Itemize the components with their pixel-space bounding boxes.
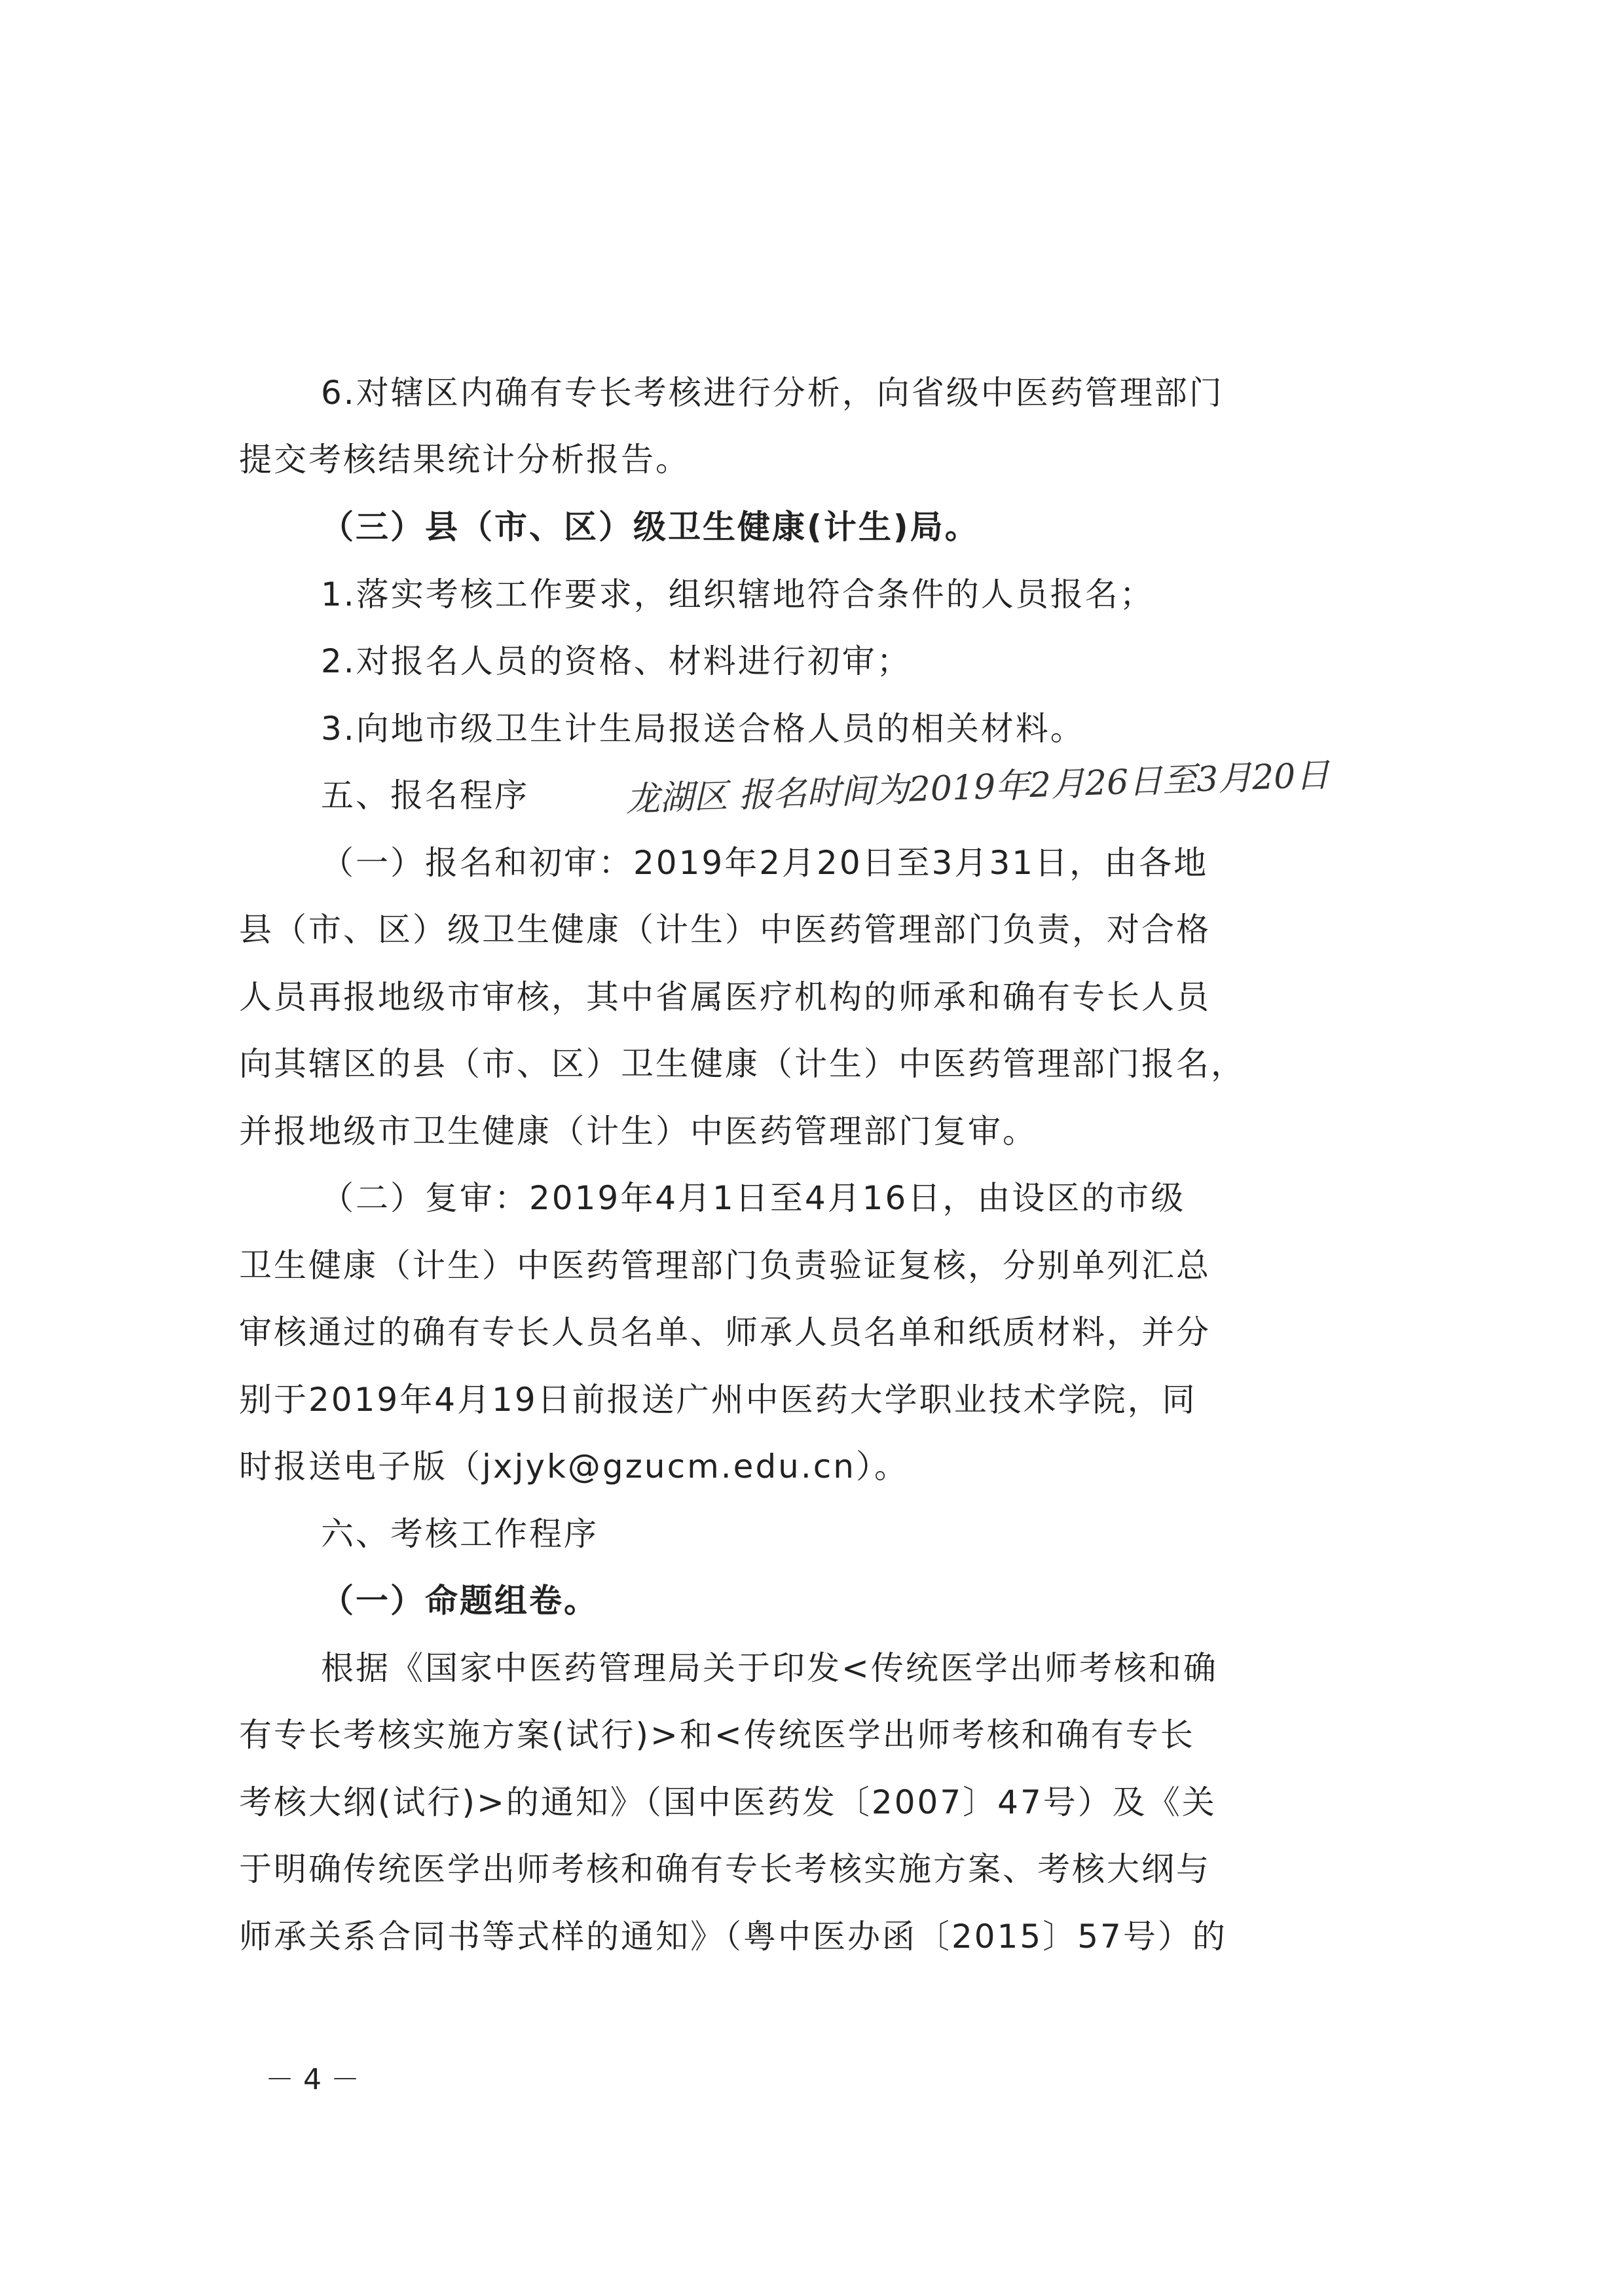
handwritten-annotation: 龙湖区 报名时间为2019年2月26日至3月20日 [625, 756, 1331, 820]
text-line: 提交考核结果统计分析报告。 [239, 441, 690, 479]
text-line: 3.向地市级卫生计生局报送合格人员的相关材料。 [321, 710, 1085, 748]
text-line: 六、考核工作程序 [321, 1515, 599, 1553]
text-line: 向其辖区的县（市、区）卫生健康（计生）中医药管理部门报名， [239, 1045, 1246, 1083]
text-line: 县（市、区）级卫生健康（计生）中医药管理部门负责，对合格 [239, 911, 1211, 949]
text-line: 审核通过的确有专长人员名单、师承人员名单和纸质材料，并分 [239, 1313, 1211, 1351]
text-line: 6.对辖区内确有专长考核进行分析，向省级中医药管理部门 [321, 374, 1224, 412]
text-line: 有专长考核实施方案(试行)>和<传统医学出师考核和确有专长 [239, 1716, 1195, 1754]
text-line: （二）复审：2019年4月1日至4月16日，由设区的市级 [321, 1179, 1186, 1217]
text-line: 考核大纲(试行)>的通知》（国中医药发〔2007〕47号）及《关 [239, 1783, 1217, 1821]
text-line: 2.对报名人员的资格、材料进行初审； [321, 642, 912, 680]
text-line: 卫生健康（计生）中医药管理部门负责验证复核，分别单列汇总 [239, 1247, 1211, 1285]
text-line: （一）报名和初审：2019年2月20日至3月31日，由各地 [321, 844, 1209, 882]
text-line: 别于2019年4月19日前报送广州中医药大学职业技术学院，同 [239, 1381, 1197, 1419]
text-line: 时报送电子版（jxjyk@gzucm.edu.cn）。 [239, 1448, 909, 1485]
text-line: 五、报名程序 [321, 776, 529, 814]
text-line: 于明确传统医学出师考核和确有专长考核实施方案、考核大纲与 [239, 1850, 1211, 1888]
text-line: （一）命题组卷。 [321, 1582, 599, 1620]
text-line: 师承关系合同书等式样的通知》（粤中医办函〔2015〕57号）的 [239, 1918, 1227, 1956]
text-line: （三）县（市、区）级卫生健康(计生)局。 [321, 508, 980, 546]
text-line: 根据《国家中医药管理局关于印发<传统医学出师考核和确 [321, 1649, 1218, 1687]
page-number: － 4 － [265, 2063, 360, 2096]
text-line: 并报地级市卫生健康（计生）中医药管理部门复审。 [239, 1112, 1037, 1150]
text-line: 人员再报地级市审核，其中省属医疗机构的师承和确有专长人员 [239, 978, 1211, 1016]
text-line: 1.落实考核工作要求，组织辖地符合条件的人员报名； [321, 575, 1154, 613]
